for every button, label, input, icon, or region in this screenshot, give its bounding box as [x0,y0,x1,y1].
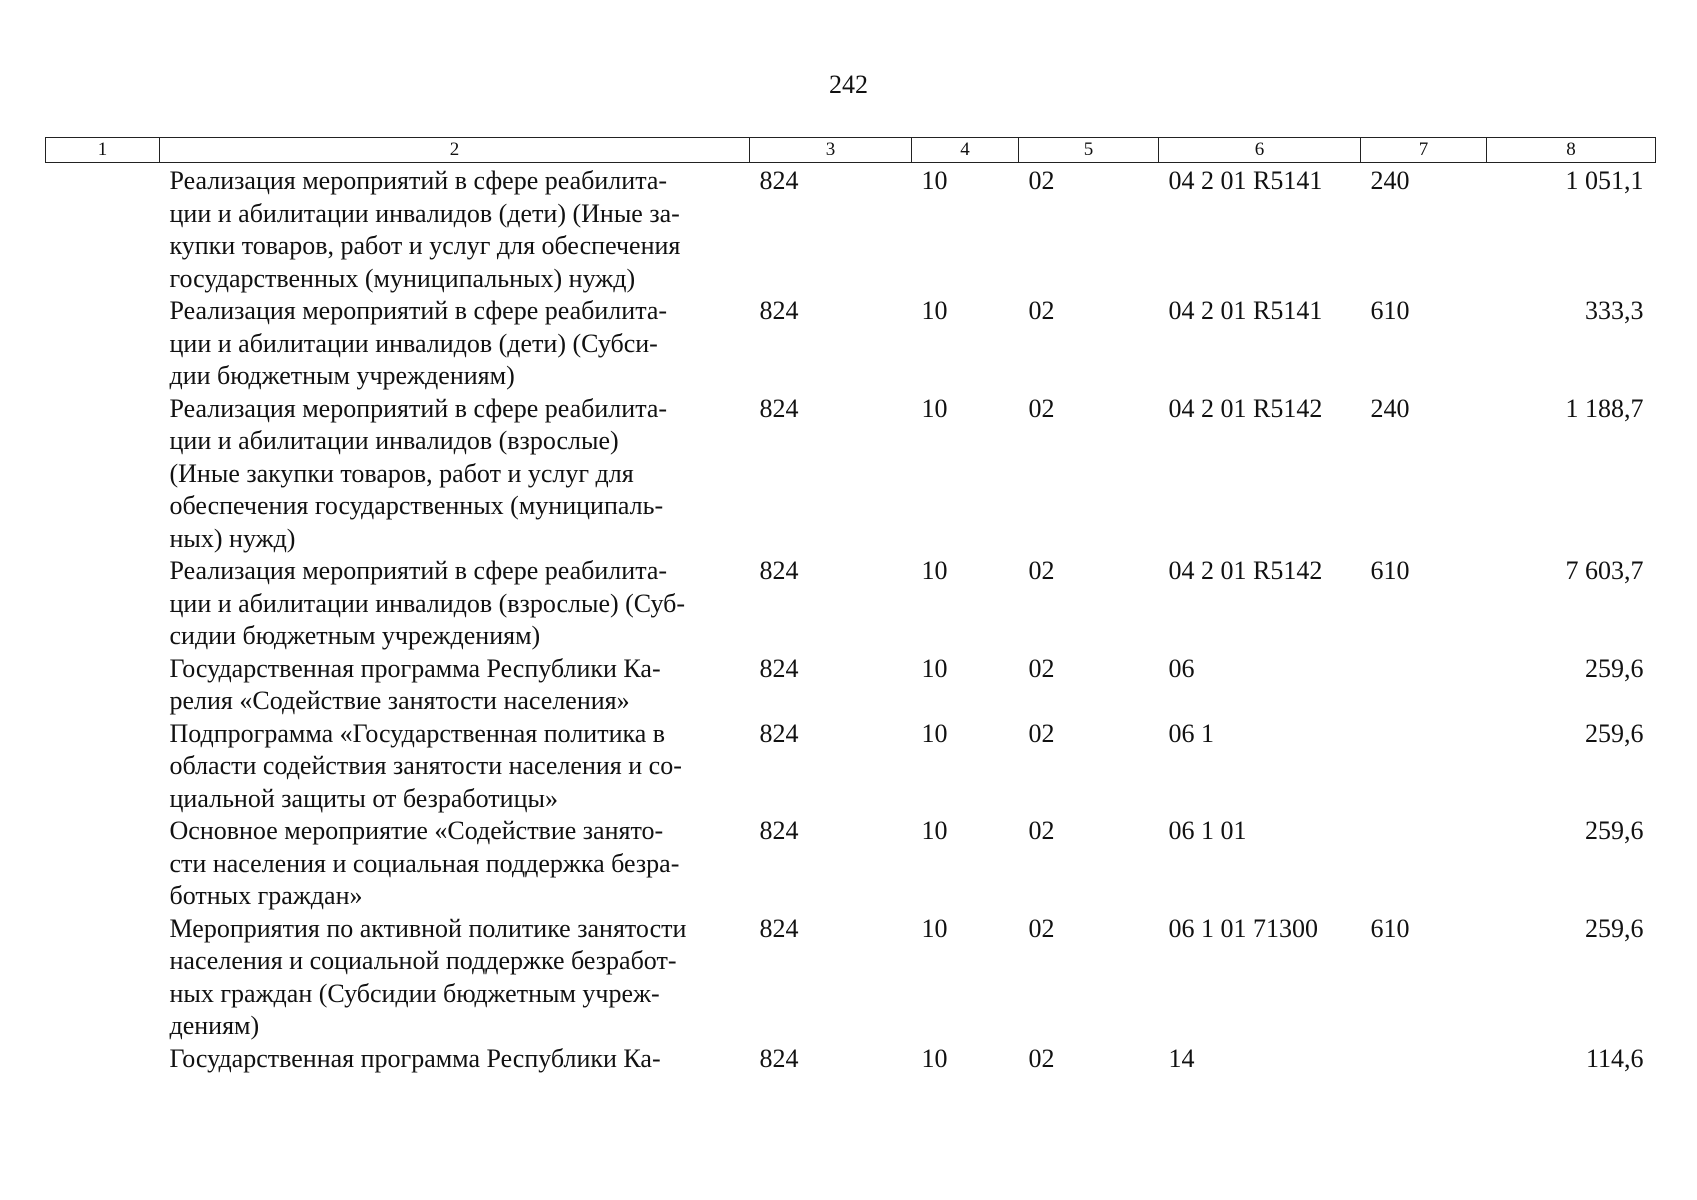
item-name-line: Мероприятия по активной политике занятости [169,913,687,943]
section-code-cell: 10 [921,718,948,748]
item-name-line: сти населения и социальная поддержка безра- [169,848,680,878]
table-row [46,718,1656,816]
subsection-code-cell: 02 [1028,816,1055,845]
row-number-cell [46,393,160,556]
section-code-cell: 10 [921,816,948,845]
section-code-cell: 10 [921,393,948,423]
section-code-cell: 10 [921,913,948,943]
row-number-cell [46,163,160,296]
amount-cell: 259,6 [1585,718,1644,748]
item-name-line: Реализация мероприятий в сфере реабилита- [169,556,668,585]
item-name-line: области содействия занятости населения и со- [169,751,682,780]
item-name-cell [160,913,750,1043]
item-name-cell [160,653,750,718]
row-number-cell [46,815,160,913]
expense-type-cell: 610 [1370,556,1410,585]
amount-cell: 114,6 [1585,1043,1644,1073]
expense-type-cell [1361,815,1487,913]
subsection-code-cell: 02 [1028,166,1055,195]
item-name-line: ботных граждан» [169,881,363,910]
column-header: 5 [1019,138,1159,163]
column-header: 7 [1361,138,1487,163]
target-article-cell: 04 2 01 R5142 [1168,556,1323,585]
item-name-line: дениям) [169,1011,260,1040]
ministry-code-cell: 824 [759,718,799,748]
item-name-line: Государственная программа Республики Ка- [169,653,661,683]
subsection-code-cell: 02 [1028,393,1055,423]
amount-cell: 333,3 [1585,296,1644,325]
item-name-cell [160,1043,750,1076]
table-row [46,815,1656,913]
ministry-code-cell: 824 [759,1043,799,1073]
item-name-cell [160,555,750,653]
column-header: 6 [1159,138,1361,163]
row-number-cell [46,295,160,393]
item-name-line: обеспечения государственных (муниципаль- [169,491,664,520]
target-article-cell: 04 2 01 R5141 [1168,166,1323,195]
ministry-code-cell: 824 [759,556,799,585]
row-number-cell [46,555,160,653]
ministry-code-cell: 824 [759,816,799,845]
column-header: 4 [912,138,1019,163]
item-name-line: ных) нужд) [169,523,296,553]
expense-type-cell: 240 [1370,393,1410,423]
section-code-cell: 10 [921,556,948,585]
table-row [46,163,1656,296]
item-name-line: (Иные закупки товаров, работ и услуг для [169,458,634,488]
item-name-line: релия «Содействие занятости населения» [169,686,630,715]
target-article-cell: 06 1 01 71300 [1168,913,1318,943]
target-article-cell: 06 1 [1168,718,1214,748]
target-article-cell: 06 1 01 [1168,816,1247,845]
amount-cell: 259,6 [1585,653,1644,683]
item-name-line: ции и абилитации инвалидов (взрослые) (Суб- [169,588,686,618]
budget-table [45,137,1656,1075]
table-row [46,295,1656,393]
ministry-code-cell: 824 [759,653,799,683]
expense-type-cell: 610 [1370,296,1410,325]
row-number-cell [46,653,160,718]
subsection-code-cell: 02 [1028,296,1055,325]
item-name-line: ции и абилитации инвалидов (дети) (Иные за- [169,198,680,228]
item-name-line: купки товаров, работ и услуг для обеспечения [169,231,681,260]
subsection-code-cell: 02 [1028,653,1055,683]
table-row [46,913,1656,1043]
target-article-cell: 04 2 01 R5142 [1168,393,1323,423]
item-name-line: дии бюджетным учреждениям) [169,361,515,390]
item-name-line: циальной защиты от безработицы» [169,783,558,813]
row-number-cell [46,1043,160,1076]
amount-cell: 1 188,7 [1565,393,1644,423]
section-code-cell: 10 [921,166,948,195]
ministry-code-cell: 824 [759,393,799,423]
expense-type-cell: 240 [1370,166,1410,195]
item-name-line: Государственная программа Республики Ка- [169,1043,661,1073]
table-row [46,653,1656,718]
target-article-cell: 06 [1168,653,1195,683]
subsection-code-cell: 02 [1028,1043,1055,1073]
item-name-line: Реализация мероприятий в сфере реабилита- [169,166,668,195]
table-row [46,393,1656,556]
ministry-code-cell: 824 [759,166,799,195]
section-code-cell: 10 [921,1043,948,1073]
row-number-cell [46,913,160,1043]
item-name-line: Подпрограмма «Государственная политика в [169,718,666,748]
item-name-line: Реализация мероприятий в сфере реабилита- [169,393,668,423]
expense-type-cell [1361,653,1487,718]
page-number: 242 [829,70,868,99]
item-name-line: сидии бюджетным учреждениям) [169,621,541,650]
amount-cell: 259,6 [1585,816,1644,845]
expense-type-cell [1361,718,1487,816]
column-header: 8 [1487,138,1656,163]
item-name-cell [160,815,750,913]
section-code-cell: 10 [921,653,948,683]
column-header: 1 [46,138,160,163]
item-name-line: государственных (муниципальных) нужд) [169,263,636,293]
item-name-line: Основное мероприятие «Содействие занято- [169,816,664,845]
ministry-code-cell: 824 [759,913,799,943]
expense-type-cell: 610 [1370,913,1410,943]
table-row [46,1043,1656,1076]
ministry-code-cell: 824 [759,296,799,325]
subsection-code-cell: 02 [1028,913,1055,943]
target-article-cell: 14 [1168,1043,1195,1073]
item-name-cell [160,718,750,816]
item-name-line: Реализация мероприятий в сфере реабилита- [169,296,668,325]
item-name-cell [160,295,750,393]
column-number-row [46,138,1656,163]
item-name-cell [160,393,750,556]
item-name-cell [160,163,750,296]
item-name-line: ных граждан (Субсидии бюджетным учреж- [169,978,660,1008]
column-header: 2 [160,138,750,163]
row-number-cell [46,718,160,816]
table-row [46,555,1656,653]
amount-cell: 7 603,7 [1565,556,1644,585]
subsection-code-cell: 02 [1028,718,1055,748]
item-name-line: населения и социальной поддержке безработ- [169,946,677,975]
subsection-code-cell: 02 [1028,556,1055,585]
item-name-line: ции и абилитации инвалидов (взрослые) [169,426,619,455]
column-header: 3 [750,138,912,163]
amount-cell: 259,6 [1585,913,1644,943]
item-name-line: ции и абилитации инвалидов (дети) (Субси- [169,328,658,358]
expense-type-cell [1361,1043,1487,1076]
amount-cell: 1 051,1 [1565,166,1644,195]
target-article-cell: 04 2 01 R5141 [1168,296,1323,325]
section-code-cell: 10 [921,296,948,325]
